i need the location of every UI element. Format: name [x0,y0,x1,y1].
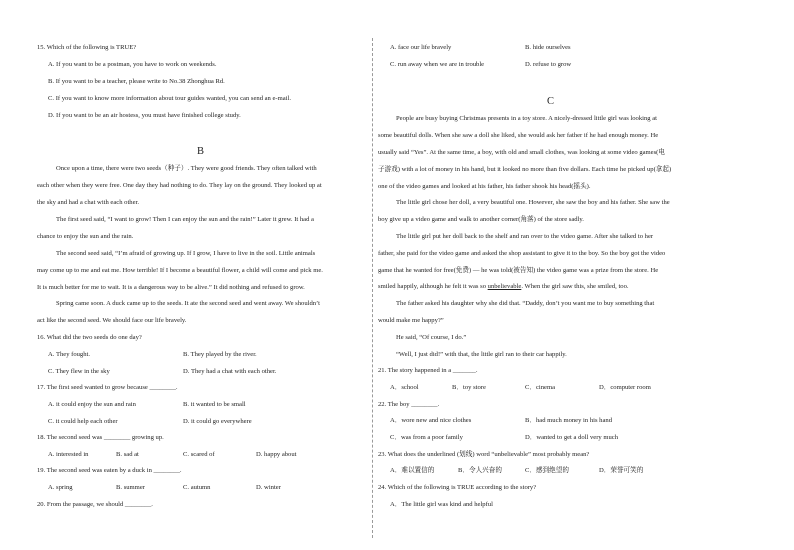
passage-b-line: the sky and had a chat with each other. [37,199,139,206]
q16-option-a: A. They fought. [48,351,90,358]
passage-c-line: boy give up a video game and walk to another corner(角落) of the store sadly. [378,216,584,223]
passage-b-line: The second seed said, “I’m afraid of growing up. If I grow, I have to live in the soil. Little animals [56,250,316,257]
passage-c-line: He said, “Of course, I do.” [396,334,467,341]
q16-option-d: D. They had a chat with each other. [183,368,277,375]
q21-option-c: C．cinema [525,384,556,391]
q20-option-d: D. refuse to grow [525,61,572,68]
q22-option-d: D．wanted to get a doll very much [525,434,619,441]
q23-option-c: C．感到绝望的 [525,467,569,474]
passage-c-line [378,282,629,291]
q23-option-a: A．难以置信的 [390,467,435,474]
q21-option-b: B．toy store [452,384,486,391]
passage-c-line: The little girl chose her doll, a very beautiful one. However, she saw the boy and his father. She saw the [396,199,670,206]
q24-stem: 24. Which of the following is TRUE according to the story? [378,484,537,491]
q19-option-c: C. autumn [183,484,211,491]
passage-b-line: Spring came soon. A duck came up to the seeds. It ate the second seed and went away. We shouldn’t [56,300,320,307]
passage-c-line: father, she paid for the video game and asked the shop assistant to give it to the boy. So the boy got the video [378,250,666,257]
passage-c-line: “Well, I just did!” with that, the little girl ran to their car happily. [396,351,567,358]
passage-c-line: one of the video games and looked at his father, his father shook his head(摇头). [378,183,591,190]
q23-stem: 23. What does the underlined (划线) word “unbelievable” most probably mean? [378,451,590,458]
passage-b-line: each other when they were free. One day they had nothing to do. They lay on the ground. They looked up at [37,182,322,189]
column-divider [372,38,373,538]
q21-option-a: A．school [390,384,419,391]
section-c-title: C [547,96,555,107]
q20-option-b: B. hide ourselves [525,44,571,51]
q16-option-b: B. They played by the river. [183,351,257,358]
q15-option-c: C. If you want to know more information about tour guides wanted, you can send an e-mail. [48,95,291,102]
passage-b-line: It is much better for me to wait. It is a dangerous way to be alive.” It did nothing and refused to grow. [37,284,305,291]
q19-stem: 19. The second seed was eaten by a duck in ________. [37,467,182,474]
q15-stem: 15. Which of the following is TRUE? [37,44,137,51]
passage-b-line: act like the second seed. We should face our life bravely. [37,317,187,324]
passage-b-line: chance to enjoy the sun and the rain. [37,233,134,240]
passage-c-text: . When the girl saw this, she smiled, too. [521,283,629,290]
q17-option-a: A. it could enjoy the sun and rain [48,401,136,408]
q18-option-b: B. sad at [116,451,139,458]
q22-option-c: C．was from a poor family [390,434,463,441]
q17-option-d: D. it could go everywhere [183,418,252,425]
q15-option-a: A. If you want to be a postman, you have to work on weekends. [48,61,217,68]
passage-b-line: The first seed said, “I want to grow! Then I can enjoy the sun and the rain!” Later it grew. It had a [56,216,314,223]
q15-option-d: D. If you want to be an air hostess, you must have finished college study. [48,112,241,119]
q18-option-a: A. interested in [48,451,89,458]
q19-option-b: B. summer [116,484,145,491]
passage-c-line: The little girl put her doll back to the shelf and ran over to the video game. After she talked to her [396,233,654,240]
q16-stem: 16. What did the two seeds do one day? [37,334,142,341]
q15-option-b: B. If you want to be a teacher, please write to No.38 Zhonghua Rd. [48,78,225,85]
passage-c-line: The father asked his daughter why she did that. “Daddy, don’t you want me to buy something that [396,300,655,307]
q19-option-d: D. winter [256,484,281,491]
passage-c-line: some beautiful dolls. When she saw a doll she liked, she would ask her father if he had enough money. He [378,132,659,139]
underlined-word-unbelievable: unbelievable [487,283,522,290]
passage-c-line: would make me happy?” [378,317,444,324]
q23-option-d: D．荣誉可笑的 [599,467,644,474]
q17-option-c: C. it could help each other [48,418,118,425]
q20-option-c: C. run away when we are in trouble [390,61,485,68]
passage-b-line: Once upon a time, there were two seeds（种子）. They were good friends. They often talked with [56,165,317,172]
passage-b-line: may come up to me and eat me. How terrible! If I become a beautiful flower, a child will come and pick me. [37,267,323,274]
passage-c-line: People are busy buying Christmas presents in a toy store. A nicely-dressed little girl was looking at [396,115,657,122]
q16-option-c: C. They flew in the sky [48,368,110,375]
q23-option-b: B．令人兴奋的 [458,467,502,474]
q18-option-c: C. scared of [183,451,215,458]
q22-option-b: B．had much money in his hand [525,417,612,424]
passage-c-line: game that he wanted for free(免费) — he was told(被告知) the video game was a prize from the store. He [378,267,659,274]
q22-option-a: A．wore new and nice clothes [390,417,472,424]
q17-option-b: B. it wanted to be small [183,401,246,408]
q18-stem: 18. The second seed was ________ growing up. [37,434,164,441]
q18-option-d: D. happy about [256,451,297,458]
q19-option-a: A. spring [48,484,73,491]
passage-c-text: smiled happily, although he felt it was so [378,283,488,290]
passage-c-line: usually said “Yes”. At the same time, a boy, with old and small clothes, was looking at some video games(电 [378,149,665,156]
section-b-title: B [197,146,205,157]
q21-stem: 21. The story happened in a _______. [378,367,478,374]
q22-stem: 22. The boy ________. [378,401,440,408]
q20-option-a: A. face our life bravely [390,44,452,51]
q20-stem: 20. From the passage, we should ________. [37,501,153,508]
q24-option-a: A．The little girl was kind and helpful [390,501,493,508]
q21-option-d: D．computer room [599,384,651,391]
q17-stem: 17. The first seed wanted to grow because ________. [37,384,178,391]
passage-c-line: 子游戏) with a lot of money in his hand, but it looked no more than five dollars. Each time he picked up(拿起) [378,166,672,173]
